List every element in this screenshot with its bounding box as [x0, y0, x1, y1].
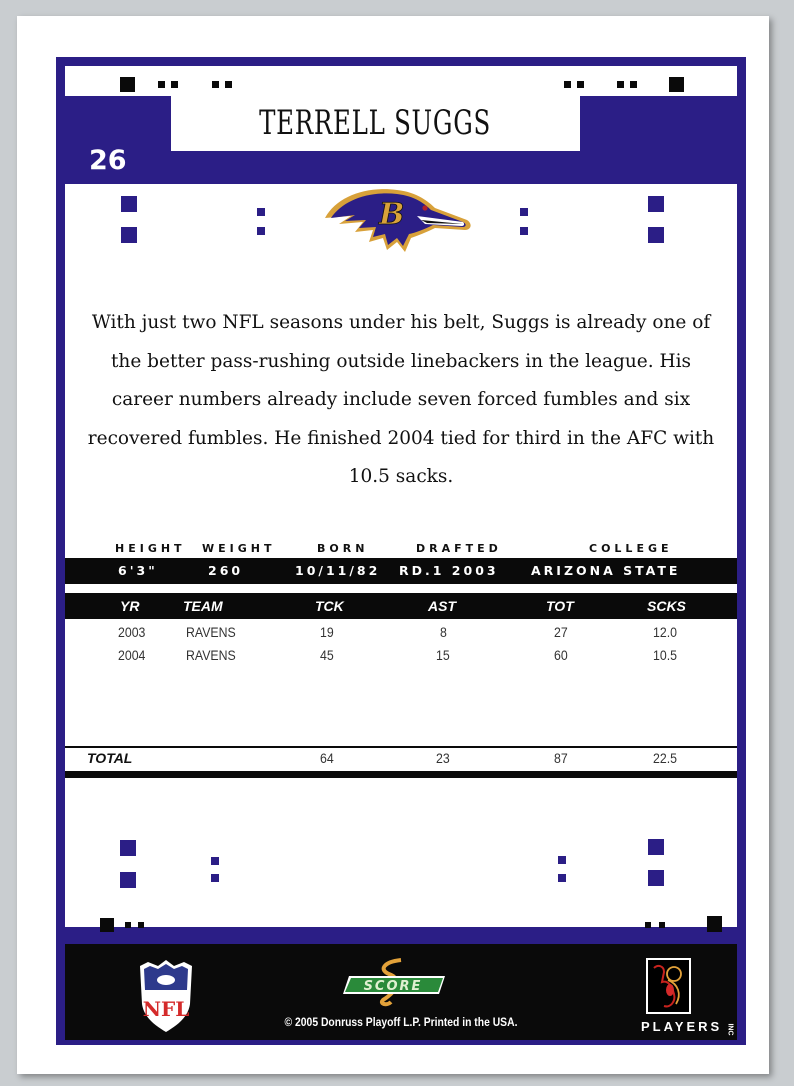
square-decor — [120, 77, 135, 92]
square-decor — [120, 840, 136, 856]
square-decor — [648, 227, 664, 243]
stats-total-ast: 23 — [436, 750, 450, 766]
stats-col-team: TEAM — [183, 598, 223, 614]
footer — [65, 944, 737, 1040]
square-decor — [171, 81, 178, 88]
stats-cell-scks: 10.5 — [653, 647, 677, 663]
square-decor — [669, 77, 684, 92]
stats-total-tck: 64 — [320, 750, 334, 766]
top-strip — [65, 66, 737, 96]
stats-row — [65, 622, 737, 644]
svg-text:SCORE: SCORE — [363, 979, 423, 994]
card-number: 26 — [89, 145, 127, 176]
square-decor — [520, 227, 528, 235]
stats-total-tot: 87 — [554, 750, 568, 766]
players-inc-suffix: INC — [726, 1023, 734, 1036]
players-inc-label — [641, 1019, 736, 1034]
vitals-label-weight: WEIGHT — [202, 542, 276, 555]
stats-col-scks: SCKS — [647, 598, 686, 614]
stats-cell-team: RAVENS — [186, 647, 236, 663]
stats-header — [65, 593, 737, 619]
vitals-label-drafted: DRAFTED — [416, 542, 502, 555]
stats-cell-yr: 2003 — [118, 624, 146, 640]
square-decor — [648, 870, 664, 886]
vitals-college: ARIZONA STATE — [531, 563, 681, 578]
square-decor — [125, 922, 131, 928]
vitals-bar — [65, 558, 737, 584]
square-decor — [158, 81, 165, 88]
square-decor — [659, 922, 665, 928]
stats-total-scks: 22.5 — [653, 750, 677, 766]
square-decor — [645, 922, 651, 928]
vitals-height: 6'3" — [118, 563, 158, 578]
players-label-text: PLAYERS — [641, 1019, 723, 1034]
square-decor — [707, 916, 722, 932]
square-decor — [558, 856, 566, 864]
square-decor — [121, 227, 137, 243]
stats-col-tot: TOT — [546, 598, 574, 614]
vitals-born: 10/11/82 — [295, 563, 381, 578]
square-decor — [225, 81, 232, 88]
main-panel — [65, 184, 737, 927]
stats-cell-ast: 8 — [440, 624, 447, 640]
vitals-label-college: COLLEGE — [589, 542, 673, 555]
divider — [65, 771, 737, 778]
square-decor — [520, 208, 528, 216]
square-decor — [558, 874, 566, 882]
players-inc-logo-icon — [646, 958, 691, 1014]
svg-text:B: B — [379, 197, 405, 232]
player-bio: With just two NFL seasons under his belt, Suggs is already one of the better pass-rushing outside linebackers in the league. His career numbers already include seven forced fumbles and six recovered fumbles. He finished 2004 tied for third in the AFC with 10.5 sacks. — [87, 312, 715, 487]
square-decor — [630, 81, 637, 88]
square-decor — [564, 81, 571, 88]
square-decor — [121, 196, 137, 212]
square-decor — [617, 81, 624, 88]
card-frame — [56, 57, 746, 1045]
ravens-logo-icon — [317, 178, 477, 258]
svg-text:NFL: NFL — [142, 997, 190, 1021]
square-decor — [257, 227, 265, 235]
square-decor — [138, 922, 144, 928]
square-decor — [257, 208, 265, 216]
stats-row — [65, 645, 737, 667]
square-decor — [211, 857, 219, 865]
stats-col-yr: YR — [120, 598, 140, 614]
vitals-label-height: HEIGHT — [115, 542, 186, 555]
stats-cell-scks: 12.0 — [653, 624, 677, 640]
square-decor — [120, 872, 136, 888]
square-decor — [577, 81, 584, 88]
stats-cell-tck: 45 — [320, 647, 334, 663]
stats-col-tck: TCK — [315, 598, 344, 614]
stats-col-ast: AST — [428, 598, 456, 614]
square-decor — [648, 196, 664, 212]
stats-cell-ast: 15 — [436, 647, 450, 663]
stats-cell-tot: 60 — [554, 647, 568, 663]
square-decor — [211, 874, 219, 882]
score-logo-icon — [343, 956, 451, 1008]
divider — [65, 746, 737, 748]
trading-card-back — [17, 16, 769, 1074]
square-decor — [648, 839, 664, 855]
stats-cell-tck: 19 — [320, 624, 334, 640]
square-decor — [212, 81, 219, 88]
vitals-labels — [65, 538, 737, 558]
stats-cell-team: RAVENS — [186, 624, 236, 640]
vitals-weight: 260 — [208, 563, 244, 578]
player-name: TERRELL SUGGS — [259, 103, 492, 143]
copyright-text: © 2005 Donruss Playoff L.P. Printed in the USA. — [284, 1017, 518, 1029]
stats-cell-tot: 27 — [554, 624, 568, 640]
vitals-drafted: RD.1 2003 — [399, 563, 499, 578]
stats-total-row — [65, 749, 737, 769]
name-box — [171, 95, 580, 151]
stats-cell-yr: 2004 — [118, 647, 146, 663]
vitals-label-born: BORN — [317, 542, 369, 555]
square-decor — [100, 918, 114, 932]
stats-total-label: TOTAL — [87, 750, 133, 766]
